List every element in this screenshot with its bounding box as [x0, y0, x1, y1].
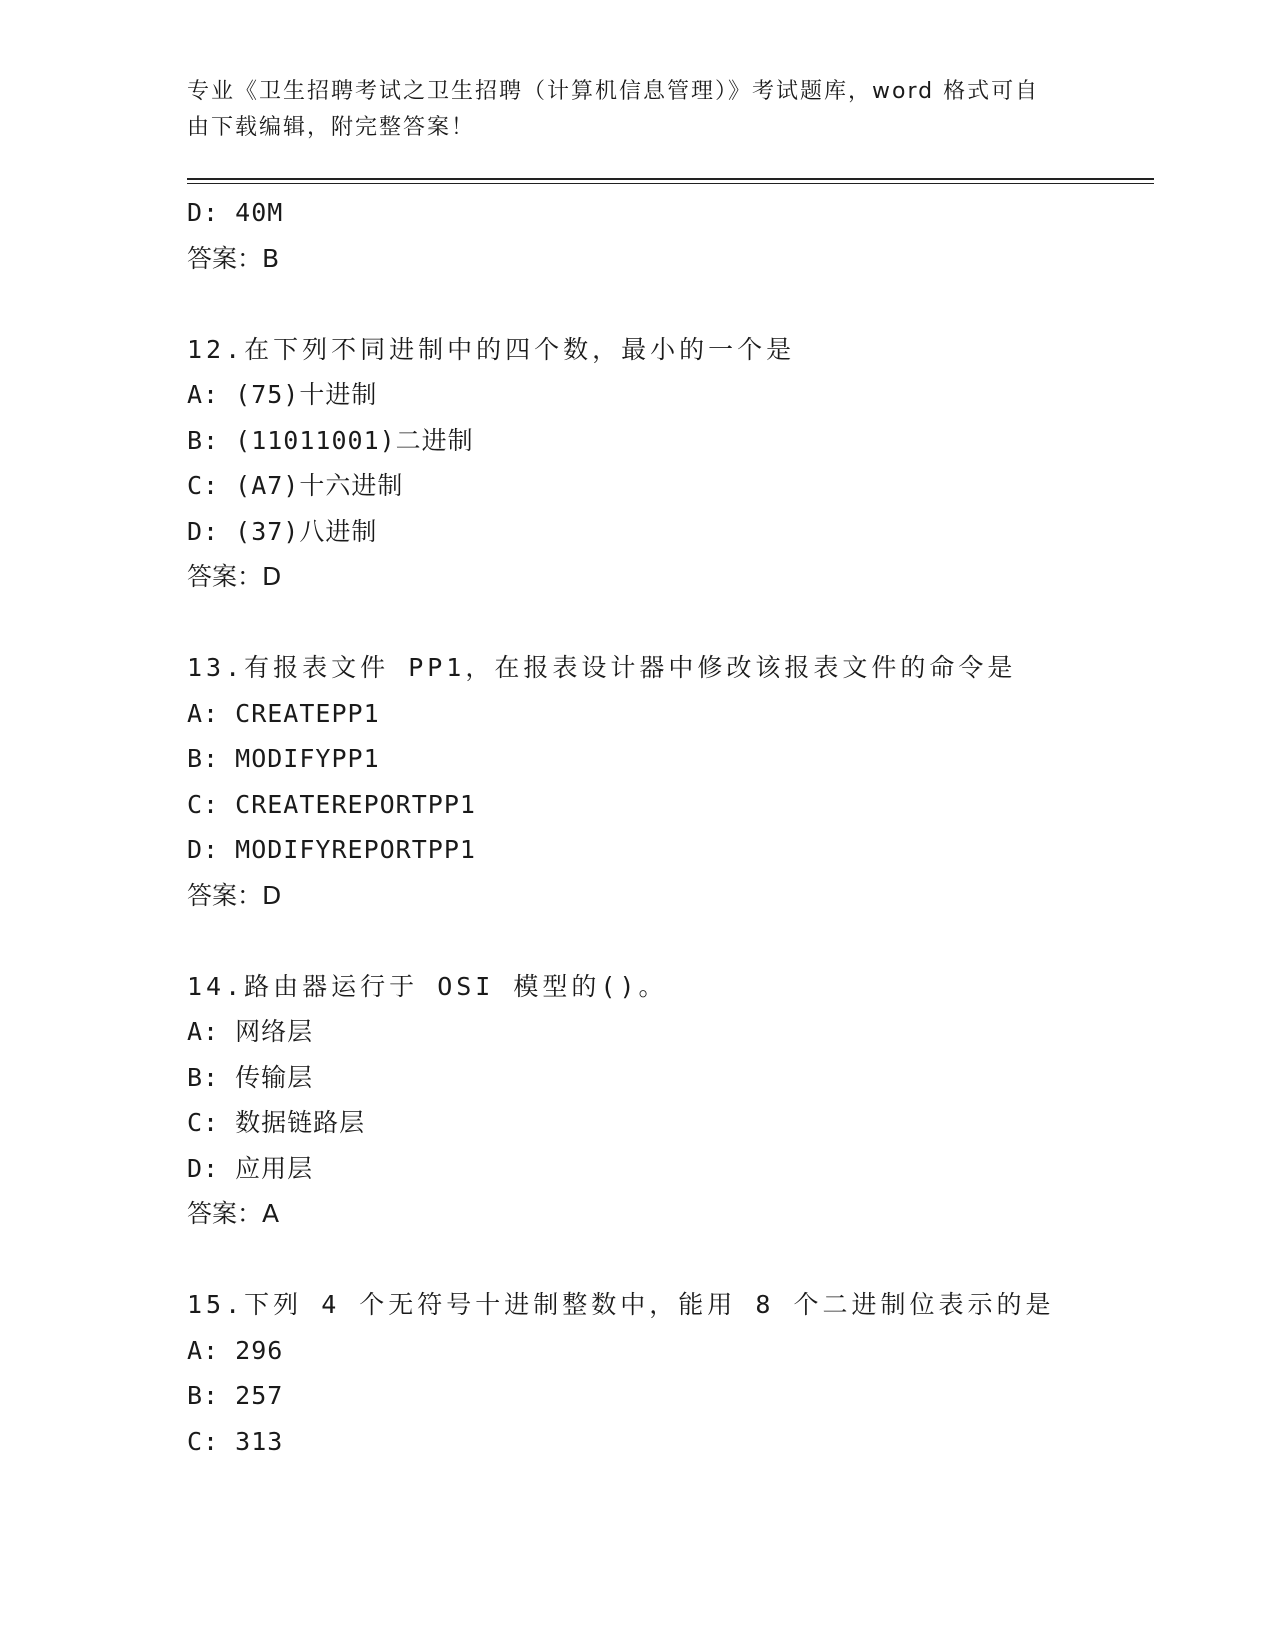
- option-d: D: 应用层: [187, 1153, 314, 1183]
- option-a: A: CREATEPP1: [187, 698, 380, 728]
- header-divider-thin: [187, 183, 1154, 184]
- answer-label: 答案：D: [187, 562, 282, 591]
- option-c: C: 313: [187, 1426, 284, 1456]
- option-c: C: CREATEREPORTPP1: [187, 789, 476, 819]
- option-b: B: 传输层: [187, 1062, 314, 1092]
- header-line-2: 由下载编辑，附完整答案！: [187, 115, 476, 140]
- question-15: [187, 1282, 1167, 1464]
- answer-label: 答案：B: [187, 243, 280, 273]
- option-a: A: 296: [187, 1335, 284, 1365]
- option-b: B: 257: [187, 1381, 284, 1410]
- option-c: C: 数据链路层: [187, 1108, 366, 1137]
- question-stem: 13.有报表文件 PP1，在报表设计器中修改该报表文件的命令是: [187, 653, 1017, 682]
- question-stem: 15.下列 4 个无符号十进制整数中，能用 8 个二进制位表示的是: [187, 1290, 1055, 1319]
- question-stem: 14.路由器运行于 OSI 模型的()。: [187, 971, 668, 1001]
- question-list: [187, 190, 1167, 1464]
- spacer: [187, 918, 1167, 964]
- answer-label: 答案：A: [187, 1199, 280, 1228]
- option-b: B: MODIFYPP1: [187, 744, 380, 773]
- question-13: [187, 645, 1167, 918]
- answer-label: 答案：D: [187, 880, 282, 910]
- option-d: D: (37)八进制: [187, 516, 378, 546]
- option-b: B: (11011001)二进制: [187, 425, 474, 455]
- header-divider-thick: [187, 178, 1154, 180]
- question-stem: 12.在下列不同进制中的四个数，最小的一个是: [187, 334, 796, 364]
- option-d: D: 40M: [187, 198, 284, 227]
- spacer: [187, 600, 1167, 646]
- option-d: D: MODIFYREPORTPP1: [187, 835, 476, 864]
- option-c: C: (A7)十六进制: [187, 471, 404, 500]
- header-line-1: 专业《卫生招聘考试之卫生招聘（计算机信息管理）》考试题库，word 格式可自: [187, 79, 1040, 104]
- option-a: A: 网络层: [187, 1017, 314, 1046]
- spacer: [187, 281, 1167, 327]
- option-a: A: (75)十进制: [187, 380, 378, 409]
- question-12: [187, 327, 1167, 600]
- question-14: [187, 964, 1167, 1237]
- document-header: [187, 74, 1067, 146]
- spacer: [187, 1237, 1167, 1283]
